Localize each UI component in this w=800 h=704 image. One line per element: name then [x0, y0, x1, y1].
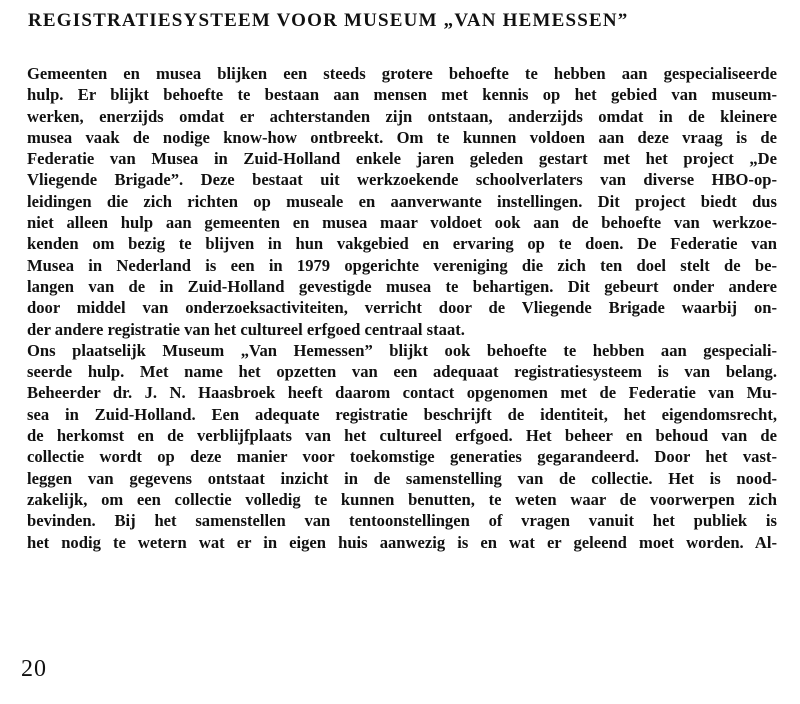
- text-line: Beheerder dr. J. N. Haasbroek heeft daarom contact opgenomen met de Federatie van Mu-: [27, 383, 777, 403]
- text-line: het nodig te wetern wat er in eigen huis aanwezig is en wat er geleend moet worden. Al-: [27, 532, 777, 552]
- text-line: leggen van gegevens ontstaat inzicht in de samenstelling van de collectie. Het is nood-: [27, 468, 777, 488]
- text-line: sea in Zuid-Holland. Een adequate registratie beschrijft de identiteit, het eigendomsrecht,: [27, 404, 777, 424]
- article-title: REGISTRATIESYSTEEM VOOR MUSEUM „VAN HEMESSEN”: [28, 10, 629, 31]
- text-line: Musea in Nederland is een in 1979 opgerichte vereniging die zich ten doel stelt de be-: [27, 255, 777, 275]
- text-line: zakelijk, om een collectie volledig te kunnen benutten, te weten waar de voorwerpen zich: [27, 489, 777, 509]
- text-line: musea vaak de nodige know-how ontbreekt. Om te kunnen voldoen aan deze vraag is de: [27, 127, 777, 147]
- text-line: Ons plaatselijk Museum „Van Hemessen” blijkt ook behoefte te hebben aan gespeciali-: [27, 340, 777, 360]
- page-number: 20: [21, 656, 47, 682]
- text-line: werken, enerzijds omdat er achterstanden zijn ontstaan, anderzijds omdat in de kleinere: [27, 106, 777, 126]
- text-line: Federatie van Musea in Zuid-Holland enkele jaren geleden gestart met het project „De: [27, 149, 777, 169]
- text-line: kenden om bezig te blijven in hun vakgebied en ervaring op te doen. De Federatie van: [27, 234, 777, 254]
- text-line: niet alleen hulp aan gemeenten en musea maar voldoet ook aan de behoefte van werkzoe-: [27, 213, 777, 233]
- text-line: door middel van onderzoeksactiviteiten, verricht door de Vliegende Brigade waarbij on-: [27, 298, 777, 318]
- article-body: [27, 63, 777, 553]
- paragraph-1: [27, 63, 777, 340]
- text-line: collectie wordt op deze manier voor toekomstige generaties gegarandeerd. Door het vast-: [27, 447, 777, 467]
- paragraph-2: [27, 340, 777, 553]
- text-line: Vliegende Brigade”. Deze bestaat uit werkzoekende schoolverlaters van diverse HBO-op-: [27, 170, 777, 190]
- text-line: der andere registratie van het cultureel erfgoed centraal staat.: [27, 319, 465, 339]
- text-line: hulp. Er blijkt behoefte te bestaan aan mensen met kennis op het gebied van museum-: [27, 85, 777, 105]
- text-line: leidingen die zich richten op museale en aanverwante instellingen. Dit project biedt dus: [27, 191, 777, 211]
- text-line: langen van de in Zuid-Holland gevestigde musea te behartigen. Dit gebeurt onder andere: [27, 276, 777, 296]
- text-line: Gemeenten en musea blijken een steeds grotere behoefte te hebben aan gespecialiseerde: [27, 64, 777, 83]
- text-line: de herkomst en de verblijfplaats van het cultureel erfgoed. Het beheer en behoud van de: [27, 426, 777, 446]
- text-line: seerde hulp. Met name het opzetten van een adequaat registratiesysteem is van belang.: [27, 362, 777, 382]
- text-line: bevinden. Bij het samenstellen van tentoonstellingen of vragen vanuit het publiek is: [27, 511, 777, 531]
